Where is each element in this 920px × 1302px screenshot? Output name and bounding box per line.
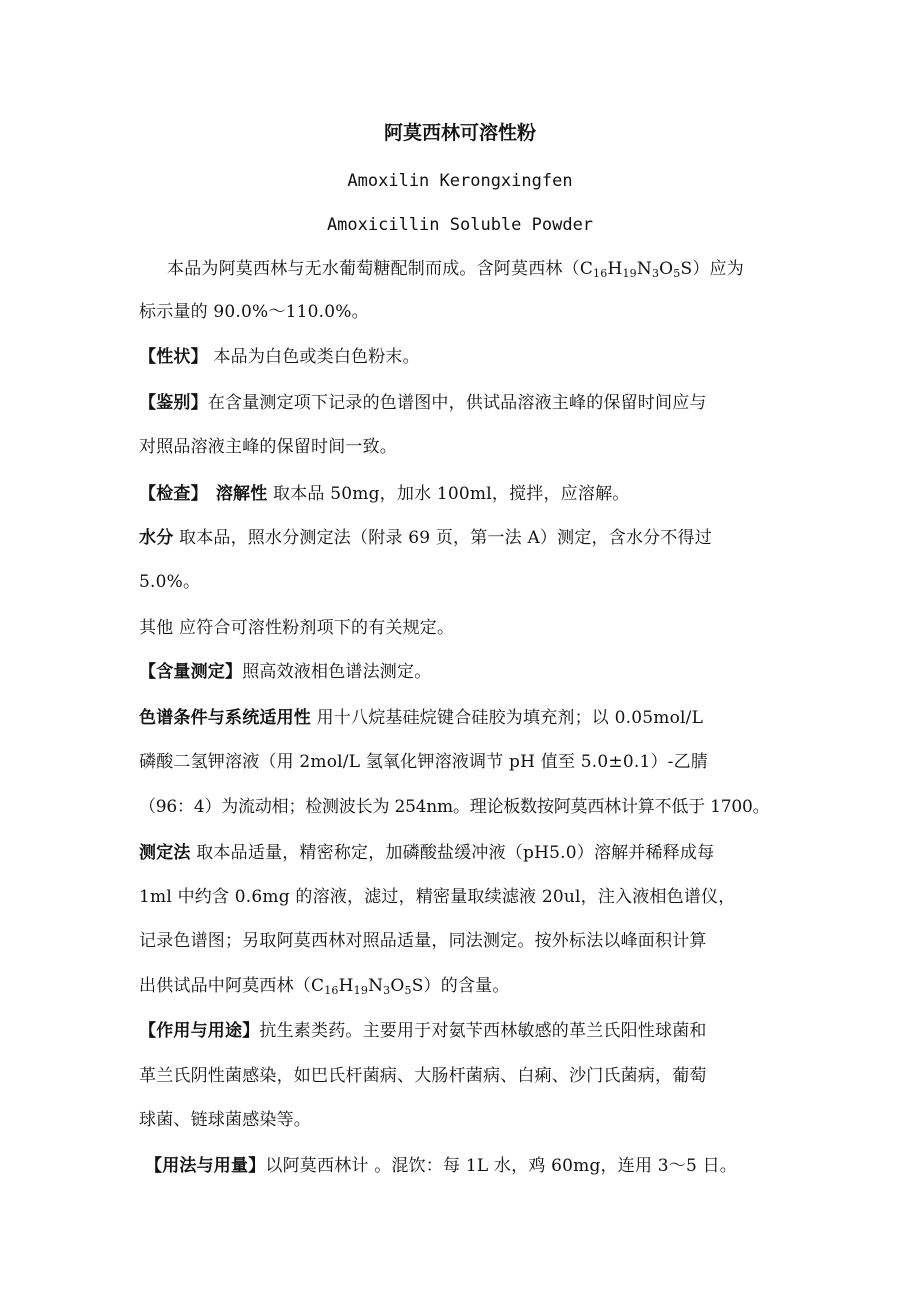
identification-label: 【鉴别】 [139, 393, 208, 413]
water-label: 水分 [139, 528, 174, 548]
pinyin-name: Amoxilin Kerongxingfen [347, 171, 573, 191]
method-line-1: 测定法 取本品适量，精密称定，加磷酸盐缓冲液（pH5.0）溶解并稀释成每 [139, 843, 715, 863]
chromatography-line-1: 色谱条件与系统适用性 用十八烷基硅烷键合硅胶为填充剂；以 0.05mol/L [139, 708, 704, 728]
method-label: 测定法 [139, 843, 191, 863]
inspection-section: 【检查】 溶解性 取本品 50mg，加水 100ml，搅拌，应溶解。 [139, 484, 630, 504]
properties-label: 【性状】 [139, 347, 208, 367]
usage-line-1: 【作用与用途】抗生素类药。主要用于对氨苄西林敏感的革兰氏阳性球菌和 [139, 1021, 707, 1041]
document-title: 阿莫西林可溶性粉 [383, 122, 536, 144]
water-line-2: 5.0%。 [139, 572, 201, 592]
inspection-label: 【检查】 [139, 484, 208, 504]
chromatography-label: 色谱条件与系统适用性 [139, 708, 311, 728]
dosage-section: 【用法与用量】以阿莫西林计 。混饮：每 1L 水，鸡 60mg，连用 3～5 日。 [145, 1156, 737, 1176]
identification-line-2: 对照品溶液主峰的保留时间一致。 [139, 437, 397, 457]
molecular-formula-2: $C_{16}H_{19}N_3O_5S$ [311, 976, 424, 997]
intro-line-1: 本品为阿莫西林与无水葡萄糖配制而成。含阿莫西林$(C_{16}H_{19}N_3O_5S)$应为 [167, 259, 744, 280]
other-label: 其他 [139, 618, 174, 638]
method-line-2: 1ml 中约含 0.6mg 的溶液，滤过，精密量取续滤液 20ul，注入液相色谱仪， [139, 887, 736, 907]
method-line-3: 记录色谱图；另取阿莫西林对照品适量，同法测定。按外标法以峰面积计算 [139, 931, 707, 951]
solubility-label: 溶解性 [215, 484, 268, 504]
dosage-label: 【用法与用量】 [145, 1156, 266, 1176]
assay-section: 【含量测定】照高效液相色谱法测定。 [139, 662, 432, 682]
molecular-formula: $C_{16}H_{19}N_3O_5S$ [579, 259, 693, 280]
usage-label: 【作用与用途】 [139, 1021, 260, 1041]
assay-label: 【含量测定】 [139, 662, 243, 682]
intro-line-2: 标示量的 90.0%～110.0%。 [139, 302, 369, 322]
other-section: 其他 应符合可溶性粉剂项下的有关规定。 [139, 618, 455, 638]
water-line-1: 水分 取本品，照水分测定法（附录 69 页，第一法 A）测定，含水分不得过 [139, 528, 712, 548]
chromatography-line-2: 磷酸二氢钾溶液（用 2mol/L 氢氧化钾溶液调节 pH 值至 5.0±0.1）-乙腈 [139, 752, 709, 772]
properties-section: 【性状】 本品为白色或类白色粉末。 [139, 347, 420, 367]
english-name: Amoxicillin Soluble Powder [326, 215, 594, 235]
usage-line-2: 革兰氏阴性菌感染，如巴氏杆菌病、大肠杆菌病、白痢、沙门氏菌病，葡萄 [139, 1066, 707, 1086]
usage-line-3: 球菌、链球菌感染等。 [139, 1110, 311, 1130]
chromatography-line-3: （96：4）为流动相；检测波长为 254nm。理论板数按阿莫西林计算不低于 1700。 [139, 797, 770, 817]
method-line-4: 出供试品中阿莫西林$(C_{16}H_{19}N_3O_5S)$的含量。 [139, 976, 510, 997]
identification-line-1: 【鉴别】在含量测定项下记录的色谱图中，供试品溶液主峰的保留时间应与 [139, 393, 707, 413]
